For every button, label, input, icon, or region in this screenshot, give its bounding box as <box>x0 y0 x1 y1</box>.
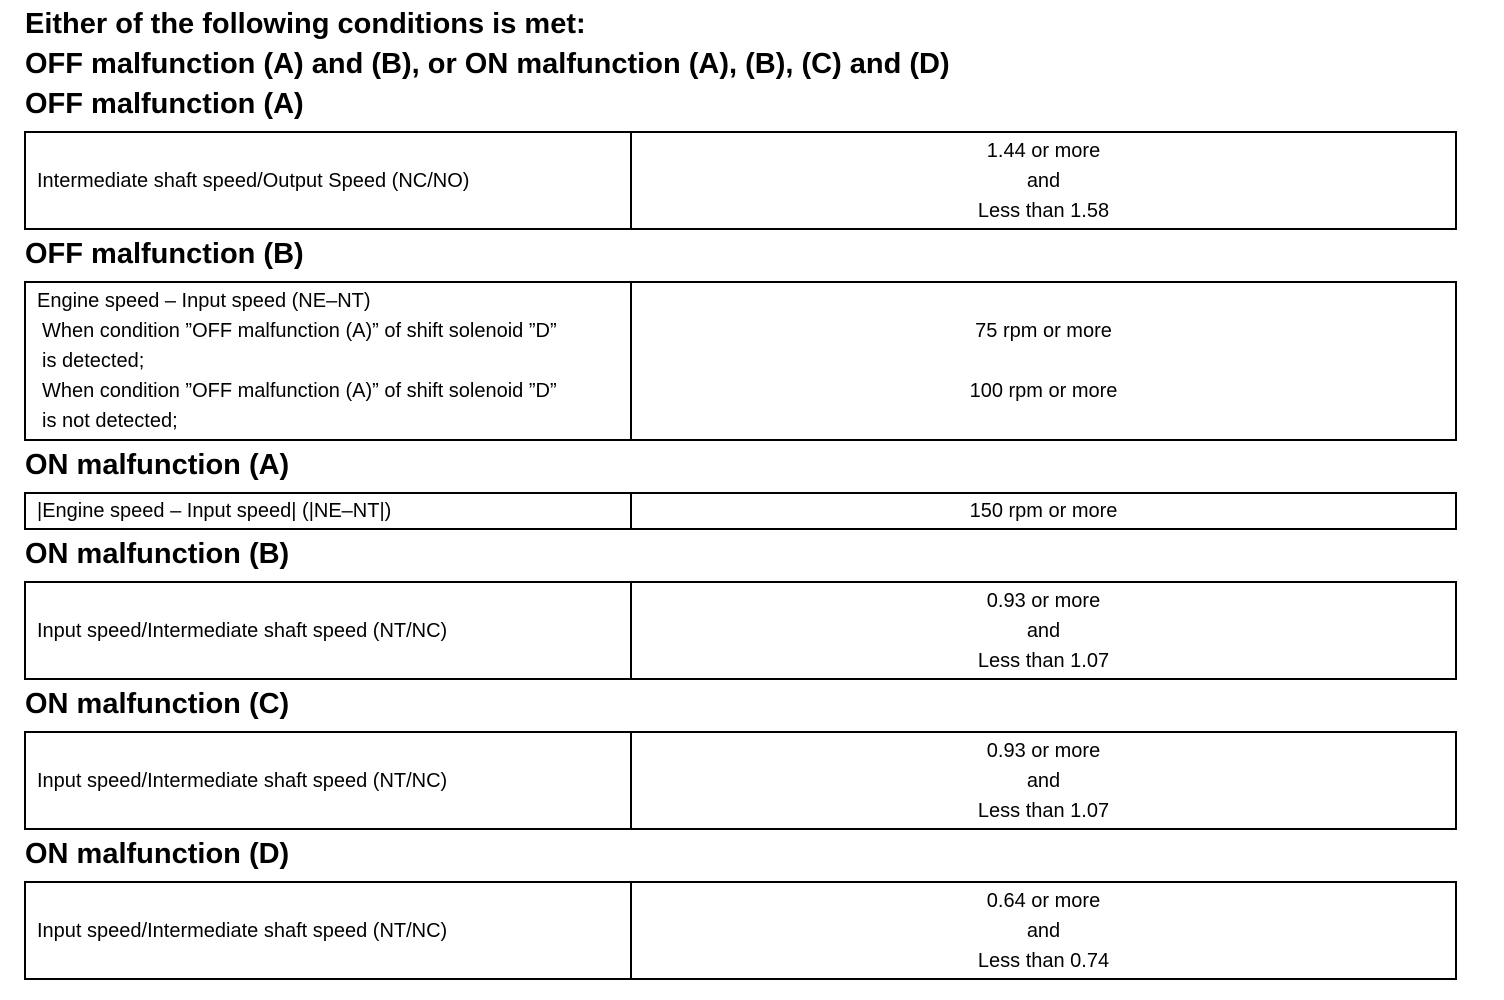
parameter-cell <box>26 883 632 978</box>
threshold-join: and <box>1026 169 1061 192</box>
parameter-cell <box>26 133 632 228</box>
section-title-on-d: ON malfunction (D) <box>25 838 290 870</box>
threshold-lower: 1.44 or more <box>986 139 1101 162</box>
parameter-cell <box>26 733 632 828</box>
threshold-cell <box>632 883 1455 978</box>
threshold-cell <box>632 733 1455 828</box>
threshold-value: 150 rpm or more <box>969 500 1118 522</box>
section-title-off-a: OFF malfunction (A) <box>25 88 304 120</box>
condition-table-off-b <box>24 281 1457 441</box>
condition-table-on-b <box>24 581 1457 680</box>
parameter-label: Input speed/Intermediate shaft speed (NT/NC) <box>37 769 448 792</box>
condition-table-off-a <box>24 131 1457 230</box>
threshold-cell <box>632 283 1455 439</box>
threshold-cell <box>632 494 1455 528</box>
condition-table-on-c <box>24 731 1457 830</box>
parameter-label: |Engine speed – Input speed| (|NE–NT|) <box>37 500 392 522</box>
threshold-cell <box>632 133 1455 228</box>
case-detected-line1: When condition ”OFF malfunction (A)” of shift solenoid ”D” <box>42 320 557 342</box>
threshold-cell <box>632 583 1455 678</box>
section-title-on-c: ON malfunction (C) <box>25 688 290 720</box>
threshold-join: and <box>1026 919 1061 942</box>
threshold-join: and <box>1026 619 1061 642</box>
case-detected-line2: is detected; <box>42 350 145 372</box>
section-title-on-b: ON malfunction (B) <box>25 538 290 570</box>
threshold-join: and <box>1026 769 1061 792</box>
case-not-detected-line1: When condition ”OFF malfunction (A)” of shift solenoid ”D” <box>42 380 557 402</box>
threshold-case-detected: 75 rpm or more <box>975 320 1112 342</box>
threshold-upper: Less than 1.07 <box>977 799 1110 822</box>
parameter-label: Engine speed – Input speed (NE–NT) <box>37 290 371 312</box>
threshold-lower: 0.93 or more <box>986 589 1101 612</box>
parameter-cell <box>26 583 632 678</box>
section-title-on-a: ON malfunction (A) <box>25 449 290 481</box>
threshold-case-not-detected: 100 rpm or more <box>969 380 1118 402</box>
condition-table-on-a <box>24 492 1457 530</box>
threshold-upper: Less than 0.74 <box>977 949 1110 972</box>
intro-heading: Either of the following conditions is met: <box>25 8 586 40</box>
threshold-lower: 0.93 or more <box>986 739 1101 762</box>
parameter-label: Input speed/Intermediate shaft speed (NT/NC) <box>37 919 448 942</box>
threshold-upper: Less than 1.07 <box>977 649 1110 672</box>
condition-table-on-d <box>24 881 1457 980</box>
threshold-upper: Less than 1.58 <box>977 199 1110 222</box>
case-not-detected-line2: is not detected; <box>42 410 178 432</box>
parameter-cell <box>26 494 632 528</box>
parameter-label: Input speed/Intermediate shaft speed (NT/NC) <box>37 619 448 642</box>
section-title-off-b: OFF malfunction (B) <box>25 238 304 270</box>
parameter-label: Intermediate shaft speed/Output Speed (NC/NO) <box>37 169 470 192</box>
intro-conditions-summary: OFF malfunction (A) and (B), or ON malfunction (A), (B), (C) and (D) <box>25 48 950 80</box>
threshold-lower: 0.64 or more <box>986 889 1101 912</box>
parameter-cell <box>26 283 632 439</box>
